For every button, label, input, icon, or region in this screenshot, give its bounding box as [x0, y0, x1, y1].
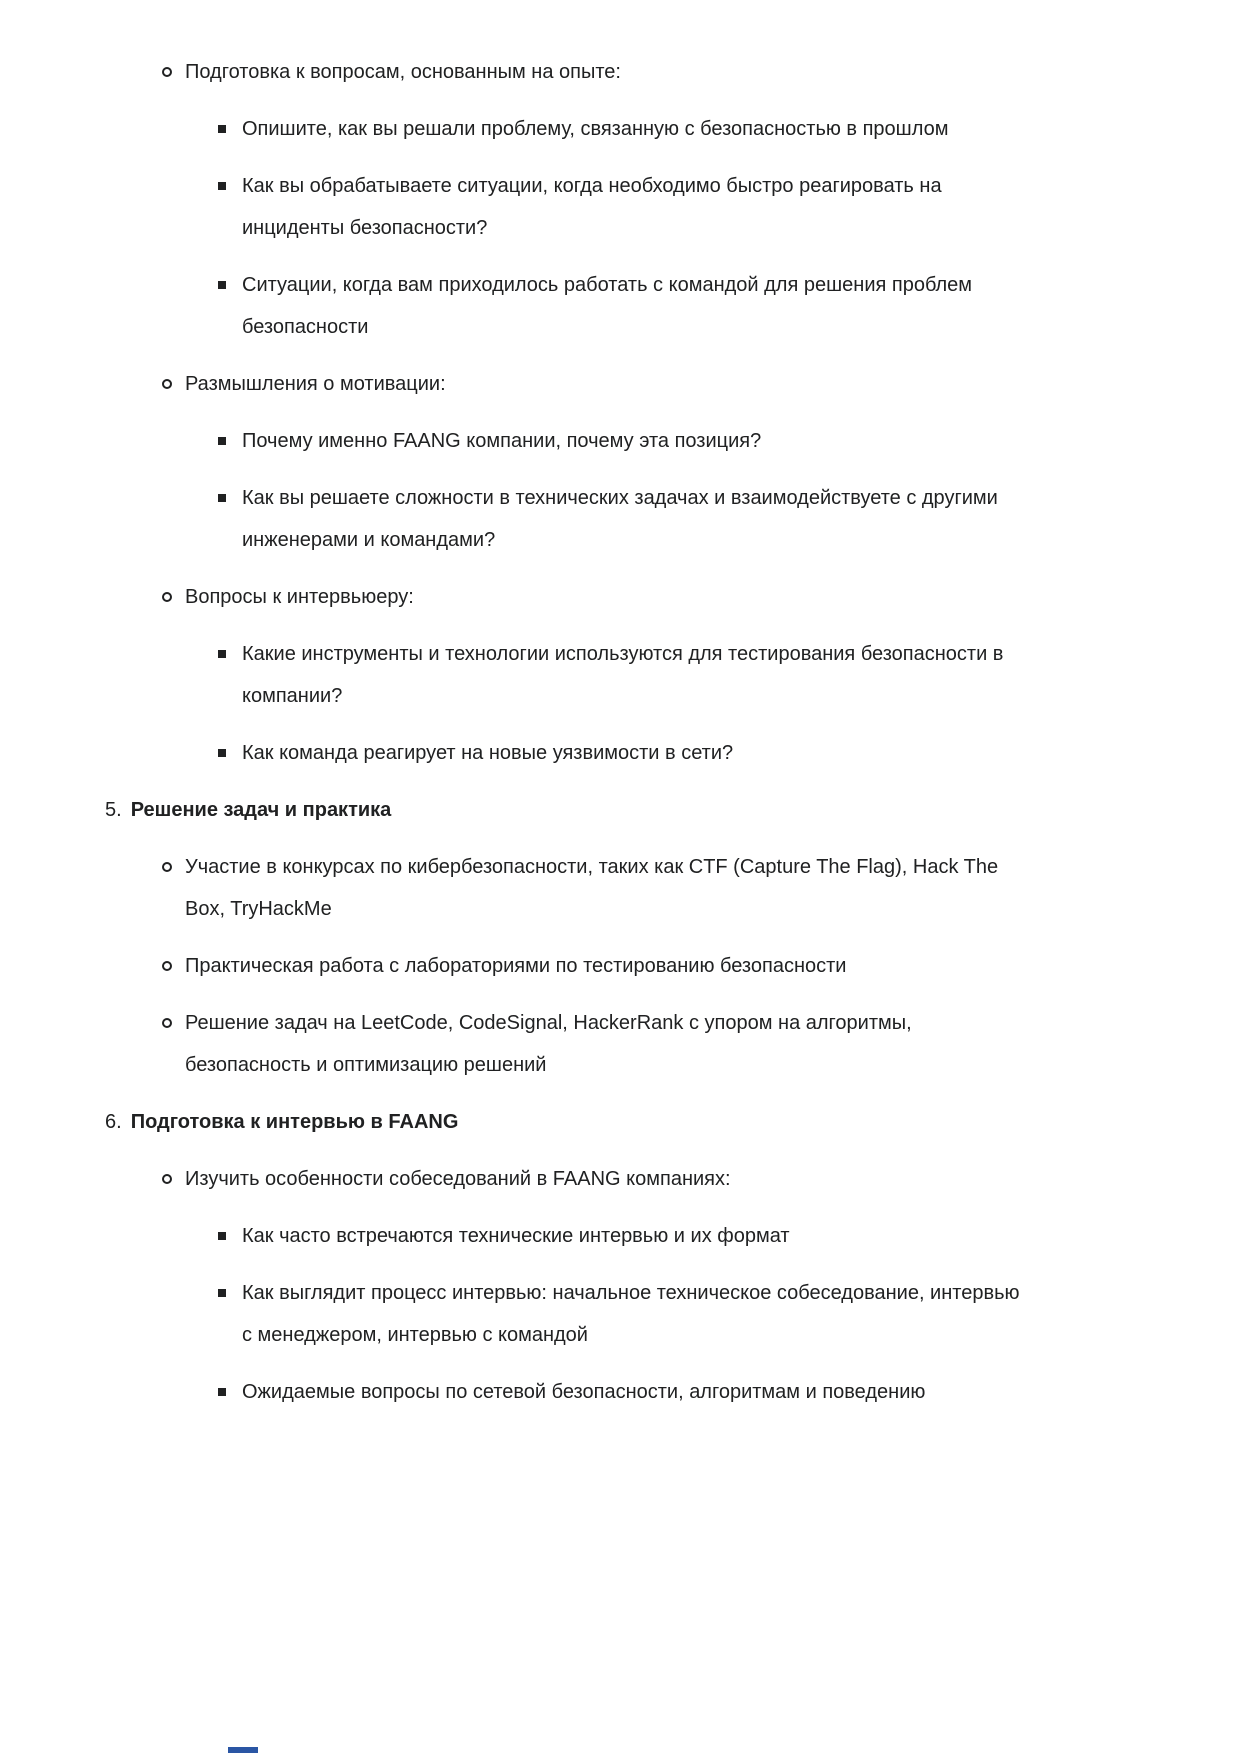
list-item: [105, 1215, 1025, 1257]
circle-bullet-icon: [162, 1174, 172, 1184]
list-item-text: Ожидаемые вопросы по сетевой безопасности, алгоритмам и поведению: [242, 1381, 926, 1403]
list-item-text: Изучить особенности собеседований в FAANG компаниях:: [185, 1168, 731, 1190]
square-bullet-icon: [218, 1289, 226, 1297]
square-bullet-icon: [218, 437, 226, 445]
list-item: [105, 576, 1025, 618]
list-item: [105, 165, 1025, 249]
circle-bullet-icon: [162, 1018, 172, 1028]
list-item-text: Как вы решаете сложности в технических задачах и взаимодействуете с другими инженерами и командами?: [242, 487, 998, 551]
list-item-text: Ситуации, когда вам приходилось работать с командой для решения проблем безопасности: [242, 274, 973, 338]
item-number: 5.: [105, 799, 122, 821]
list-item-text: Почему именно FAANG компании, почему эта позиция?: [242, 430, 762, 452]
list-item: [105, 108, 1025, 150]
square-bullet-icon: [218, 494, 226, 502]
square-bullet-icon: [218, 749, 226, 757]
list-item-text: Как выглядит процесс интервью: начальное техническое собеседование, интервью с менеджером, интервью с командой: [242, 1282, 1020, 1346]
square-bullet-icon: [218, 125, 226, 133]
list-item: [105, 846, 1025, 930]
list-item: [105, 1371, 1025, 1413]
item-number: 6.: [105, 1111, 122, 1133]
square-bullet-icon: [218, 1232, 226, 1240]
list-item-text: Как часто встречаются технические интервью и их формат: [242, 1225, 790, 1247]
list-item-text: Размышления о мотивации:: [185, 373, 446, 395]
square-bullet-icon: [218, 650, 226, 658]
square-bullet-icon: [218, 182, 226, 190]
list-item: [105, 51, 1025, 93]
numbered-heading: [105, 789, 1025, 831]
list-item: [105, 1002, 1025, 1086]
list-item: [105, 1272, 1025, 1356]
list-item-text: Участие в конкурсах по кибербезопасности, таких как CTF (Capture The Flag), Hack The Box, TryHackMe: [185, 856, 999, 920]
list-item-text: Вопросы к интервьюеру:: [185, 586, 414, 608]
square-bullet-icon: [218, 1388, 226, 1396]
list-item: [105, 264, 1025, 348]
circle-bullet-icon: [162, 67, 172, 77]
list-item-text: Подготовка к вопросам, основанным на опыте:: [185, 61, 621, 83]
list-item: [105, 1158, 1025, 1200]
list-item-text: Решение задач на LeetCode, CodeSignal, HackerRank с упором на алгоритмы, безопасность и оптимизацию решений: [185, 1012, 912, 1076]
list-item-text: Опишите, как вы решали проблему, связанную с безопасностью в прошлом: [242, 118, 949, 140]
list-item-text: Как команда реагирует на новые уязвимости в сети?: [242, 742, 734, 764]
list-item: [105, 732, 1025, 774]
list-item: [105, 477, 1025, 561]
circle-bullet-icon: [162, 592, 172, 602]
circle-bullet-icon: [162, 379, 172, 389]
bottom-artifact: [228, 1747, 258, 1753]
list-item-text: Какие инструменты и технологии используются для тестирования безопасности в компании?: [242, 643, 1004, 707]
list-item: [105, 363, 1025, 405]
circle-bullet-icon: [162, 862, 172, 872]
list-item: [105, 633, 1025, 717]
heading-text: Решение задач и практика: [130, 799, 392, 821]
heading-text: Подготовка к интервью в FAANG: [130, 1111, 459, 1133]
list-item-text: Практическая работа с лабораториями по тестированию безопасности: [185, 955, 847, 977]
numbered-heading: [105, 1101, 1025, 1143]
list-item-text: Как вы обрабатываете ситуации, когда необходимо быстро реагировать на инциденты безопасности?: [242, 175, 942, 239]
square-bullet-icon: [218, 281, 226, 289]
list-item: [105, 945, 1025, 987]
circle-bullet-icon: [162, 961, 172, 971]
list-item: [105, 420, 1025, 462]
